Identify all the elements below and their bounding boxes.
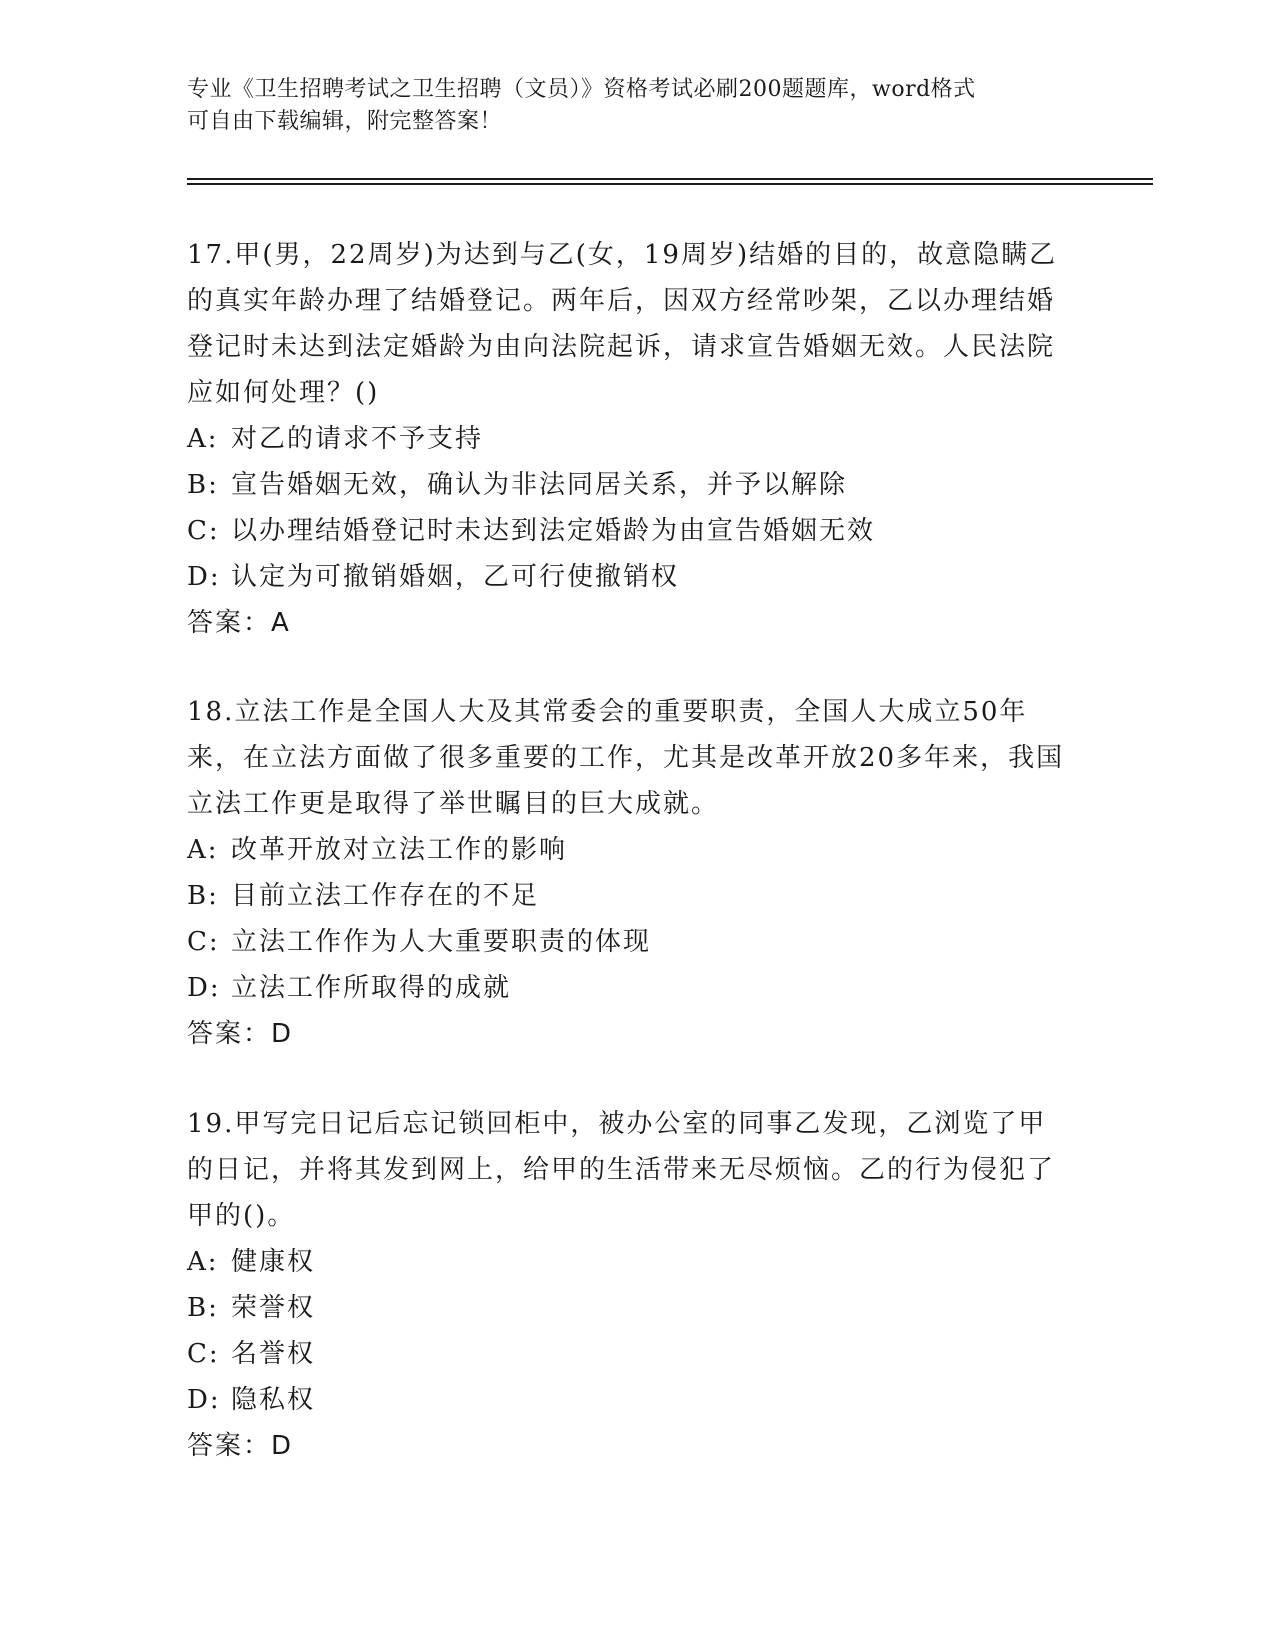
option-a: [187, 827, 1067, 873]
question-17: [187, 232, 1067, 646]
option-a: [187, 416, 1067, 462]
option-key: B:: [187, 881, 219, 911]
option-c: [187, 1331, 1067, 1377]
option-key: A:: [187, 424, 219, 454]
option-text: 名誉权: [231, 1339, 316, 1369]
question-19: [187, 1101, 1067, 1469]
header-divider-bottom: [187, 183, 1153, 185]
option-key: A:: [187, 835, 219, 865]
option-key: C:: [187, 1339, 220, 1369]
question-18: [187, 689, 1067, 1057]
option-c: [187, 919, 1067, 965]
option-key: D:: [187, 562, 221, 592]
option-key: B:: [187, 470, 219, 500]
option-key: A:: [187, 1247, 219, 1277]
header-divider-top: [187, 178, 1153, 180]
answer-label: 答案：A: [187, 608, 291, 638]
answer-label: 答案：D: [187, 1019, 294, 1049]
option-text: 荣誉权: [231, 1293, 316, 1323]
option-key: C:: [187, 927, 220, 957]
option-text: 隐私权: [231, 1385, 316, 1415]
header-line-1: 专业《卫生招聘考试之卫生招聘（文员）》资格考试必刷200题题库，word格式: [187, 77, 976, 102]
header-line-2: 可自由下载编辑，附完整答案！: [187, 109, 503, 134]
answer-label: 答案：D: [187, 1431, 294, 1461]
option-b: [187, 462, 1067, 508]
option-b: [187, 1285, 1067, 1331]
option-text: 目前立法工作存在的不足: [231, 881, 540, 911]
question-stem: 18.立法工作是全国人大及其常委会的重要职责，全国人大成立50年来，在立法方面做了很多重要的工作，尤其是改革开放20多年来，我国立法工作更是取得了举世瞩目的巨大成就。: [187, 697, 1065, 819]
option-key: D:: [187, 1385, 221, 1415]
document-header: [187, 74, 1087, 138]
option-d: [187, 1377, 1067, 1423]
option-b: [187, 873, 1067, 919]
option-d: [187, 554, 1067, 600]
option-text: 立法工作作为人大重要职责的体现: [231, 927, 652, 957]
option-text: 改革开放对立法工作的影响: [231, 835, 568, 865]
option-text: 立法工作所取得的成就: [231, 973, 512, 1003]
option-key: D:: [187, 973, 221, 1003]
option-a: [187, 1239, 1067, 1285]
question-stem: 17.甲(男，22周岁)为达到与乙(女，19周岁)结婚的目的，故意隐瞒乙的真实年龄办理了结婚登记。两年后，因双方经常吵架，乙以办理结婚登记时未达到法定婚龄为由向法院起诉，请求宣告婚姻无效。人民法院应如何处理？(): [187, 240, 1058, 408]
option-text: 宣告婚姻无效，确认为非法同居关系，并予以解除: [231, 470, 848, 500]
question-stem: 19.甲写完日记后忘记锁回柜中，被办公室的同事乙发现，乙浏览了甲的日记，并将其发到网上，给甲的生活带来无尽烦恼。乙的行为侵犯了甲的()。: [187, 1109, 1056, 1231]
option-text: 以办理结婚登记时未达到法定婚龄为由宣告婚姻无效: [231, 516, 876, 546]
option-text: 认定为可撤销婚姻，乙可行使撤销权: [231, 562, 680, 592]
option-text: 对乙的请求不予支持: [231, 424, 484, 454]
option-c: [187, 508, 1067, 554]
option-key: C:: [187, 516, 220, 546]
option-key: B:: [187, 1293, 219, 1323]
option-d: [187, 965, 1067, 1011]
option-text: 健康权: [231, 1247, 316, 1277]
